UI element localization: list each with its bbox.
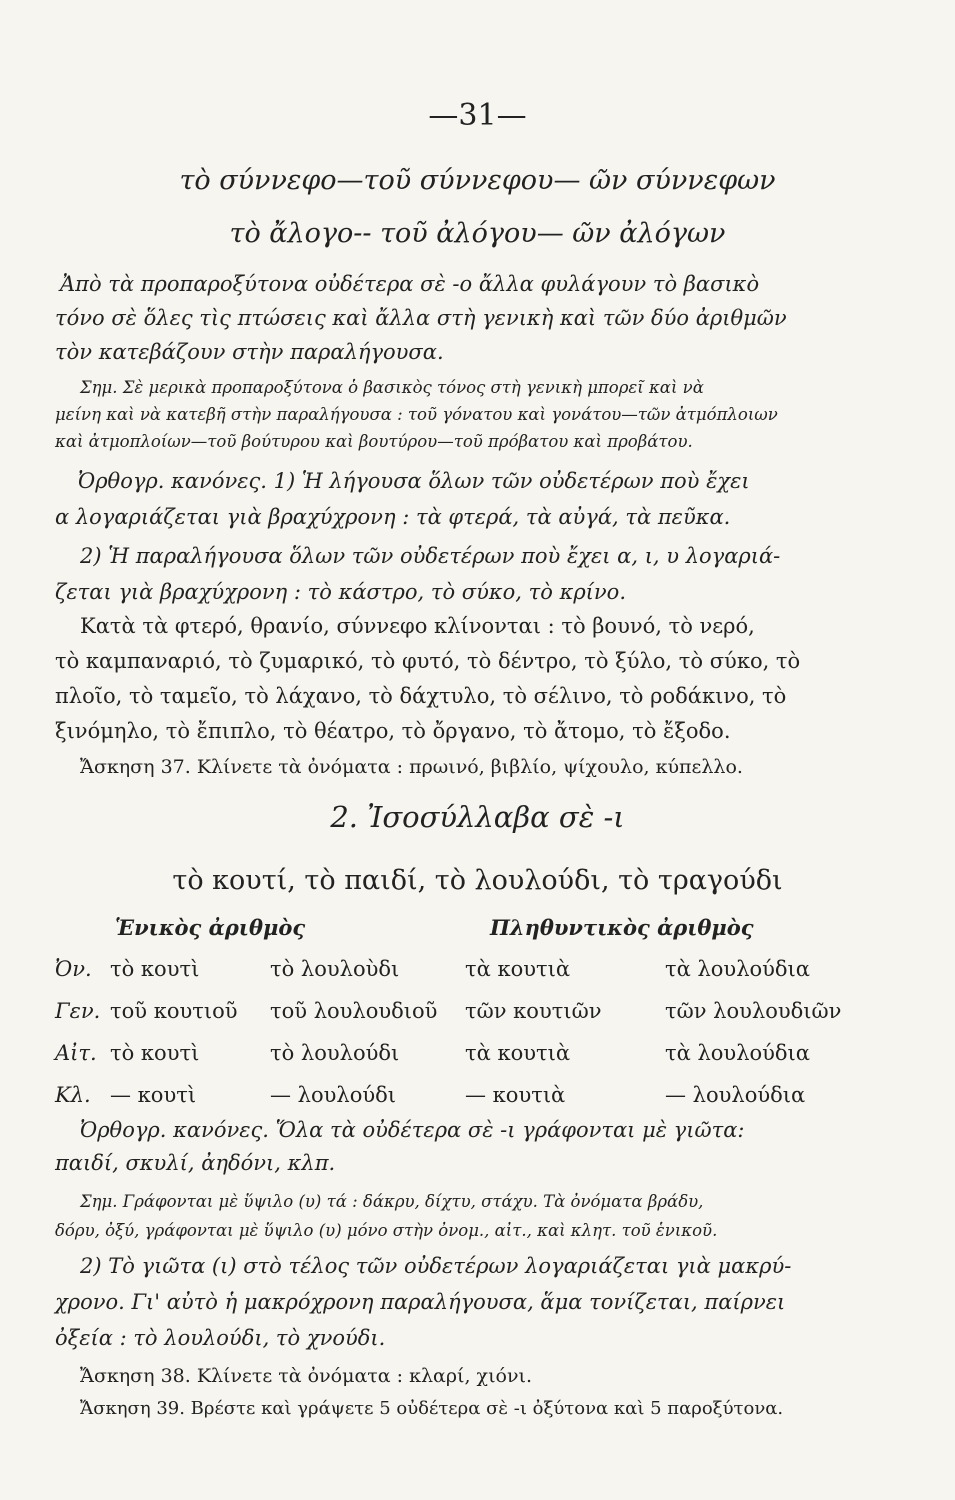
cell-kouti: τὸ κουτὶ — [110, 957, 200, 981]
cell-koutia: — κουτιὰ — [465, 1083, 566, 1107]
case-label: Αἰτ. — [55, 1041, 97, 1065]
case-label: Κλ. — [55, 1083, 91, 1107]
orthography-rule-line3: 2) Ἡ παραλήγουσα ὅλων τῶν οὐδετέρων ποὺ ἔχει α, ι, υ λογαριά- — [80, 544, 781, 568]
cell-louloudi: τοῦ λουλουδιοῦ — [270, 999, 438, 1023]
page-number: —31— — [428, 98, 527, 133]
cell-kouti: τοῦ κουτιοῦ — [110, 999, 238, 1023]
cell-louloudi: — λουλούδι — [270, 1083, 396, 1107]
declension-list-line2: τὸ καμπαναριό, τὸ ζυμαρικό, τὸ φυτό, τὸ δέντρο, τὸ ξύλο, τὸ σύκο, τὸ — [55, 649, 801, 673]
note2-line1: Σημ. Γράφονται μὲ ὕψιλο (υ) τά : δάκρυ, δίχτυ, στάχυ. Τὰ ὀνόματα βράδυ, — [80, 1192, 704, 1211]
cell-louloudia: τὰ λουλούδια — [665, 1041, 810, 1065]
orthography-rule-line4: ζεται γιὰ βραχύχρονη : τὸ κάστρο, τὸ σύκο, τὸ κρίνο. — [55, 580, 626, 604]
table-row — [55, 999, 915, 1029]
rule1-line3: τὸν κατεβάζουν στὴν παραλήγουσα. — [55, 340, 444, 364]
cell-louloudi: τὸ λουλούδι — [270, 1041, 400, 1065]
cell-koutia: τὰ κουτιὰ — [465, 1041, 571, 1065]
orthography-rule3-line1: Ὀρθογρ. κανόνες. Ὅλα τὰ οὐδέτερα σὲ -ι γράφονται μὲ γιῶτα: — [80, 1118, 745, 1142]
exercise-39: Ἄσκηση 39. Βρέστε καὶ γράψετε 5 οὐδέτερα σὲ -ι ὀξύτονα καὶ 5 παροξύτονα. — [80, 1398, 784, 1419]
rule4-line2: χρονο. Γι' αὐτὸ ἡ μακρόχρονη παραλήγουσα, ἅμα τονίζεται, παίρνει — [55, 1290, 786, 1314]
case-label: Ὀν. — [55, 957, 92, 981]
cell-koutia: τὰ κουτιὰ — [465, 957, 571, 981]
paradigm-kouti: τὸ κουτί, τὸ παιδί, τὸ λουλούδι, τὸ τραγούδι — [172, 865, 783, 896]
cell-louloudia: τὰ λουλούδια — [665, 957, 810, 981]
cell-koutia: τῶν κουτιῶν — [465, 999, 602, 1023]
declension-list-line4: ξινόμηλο, τὸ ἔπιπλο, τὸ θέατρο, τὸ ὄργανο, τὸ ἄτομο, τὸ ἔξοδο. — [55, 719, 731, 743]
declension-list-line1: Κατὰ τὰ φτερό, θρανίο, σύννεφο κλίνονται : τὸ βουνό, τὸ νερό, — [80, 614, 755, 638]
paradigm-synnefo: τὸ σύννεφο—τοῦ σύννεφου— ῶν σύννεφων — [179, 165, 776, 196]
exercise-37: Ἄσκηση 37. Κλίνετε τὰ ὀνόματα : πρωινό, βιβλίο, ψίχουλο, κύπελλο. — [80, 756, 743, 778]
note2-line2: δόρυ, ὀξύ, γράφονται μὲ ὕψιλο (υ) μόνο στὴν ὀνομ., αἰτ., καὶ κλητ. τοῦ ἑνικοῦ. — [55, 1221, 718, 1240]
singular-header: Ἑνικὸς ἀριθμὸς — [115, 915, 306, 940]
orthography-rule-line2: α λογαριάζεται γιὰ βραχύχρονη : τὰ φτερά, τὰ αὐγά, τὰ πεῦκα. — [55, 505, 731, 529]
table-row — [55, 957, 915, 987]
table-row — [55, 1083, 915, 1113]
cell-louloudi: τὸ λουλοὺδι — [270, 957, 400, 981]
section-title: 2. Ἰσοσύλλαβα σὲ -ι — [330, 800, 625, 834]
orthography-rule-line1: Ὀρθογρ. κανόνες. 1) Ἡ λήγουσα ὅλων τῶν οὐδετέρων ποὺ ἔχει — [78, 469, 750, 493]
rule4-line3: ὀξεία : τὸ λουλούδι, τὸ χνούδι. — [55, 1326, 386, 1350]
note1-line2: μείνη καὶ νὰ κατεβῆ στὴν παραλήγουσα : τοῦ γόνατου καὶ γονάτου—τῶν ἀτμόπλοιων — [55, 405, 778, 424]
cell-kouti: τὸ κουτὶ — [110, 1041, 200, 1065]
exercise-38: Ἄσκηση 38. Κλίνετε τὰ ὀνόματα : κλαρί, χιόνι. — [80, 1365, 532, 1387]
plural-header: Πληθυντικὸς ἀριθμὸς — [490, 915, 754, 940]
paradigm-alogo: τὸ ἄλογο-- τοῦ ἀλόγου— ῶν ἀλόγων — [229, 218, 726, 249]
cell-kouti: — κουτὶ — [110, 1083, 197, 1107]
declension-list-line3: πλοῖο, τὸ ταμεῖο, τὸ λάχανο, τὸ δάχτυλο, τὸ σέλινο, τὸ ροδάκινο, τὸ — [55, 684, 787, 708]
orthography-rule3-line2: παιδί, σκυλί, ἀηδόνι, κλπ. — [55, 1151, 336, 1175]
note1-line3: καὶ ἀτμοπλοίων—τοῦ βούτυρου καὶ βουτύρου—τοῦ πρόβατου καὶ προβάτου. — [55, 432, 693, 451]
case-label: Γεν. — [55, 999, 101, 1023]
cell-louloudia: τῶν λουλουδιῶν — [665, 999, 842, 1023]
rule1-line1: Ἀπὸ τὰ προπαροξύτονα οὐδέτερα σὲ -ο ἄλλα φυλάγουν τὸ βασικὸ — [60, 272, 760, 296]
rule1-line2: τόνο σὲ ὅλες τὶς πτώσεις καὶ ἄλλα στὴ γενικὴ καὶ τῶν δύο ἀριθμῶν — [55, 306, 787, 330]
rule4-line1: 2) Τὸ γιῶτα (ι) στὸ τέλος τῶν οὐδετέρων λογαριάζεται γιὰ μακρύ- — [80, 1254, 792, 1278]
table-row — [55, 1041, 915, 1071]
cell-louloudia: — λουλούδια — [665, 1083, 806, 1107]
note1-line1: Σημ. Σὲ μερικὰ προπαροξύτονα ὁ βασικὸς τόνος στὴ γενικὴ μπορεῖ καὶ νὰ — [80, 378, 704, 397]
